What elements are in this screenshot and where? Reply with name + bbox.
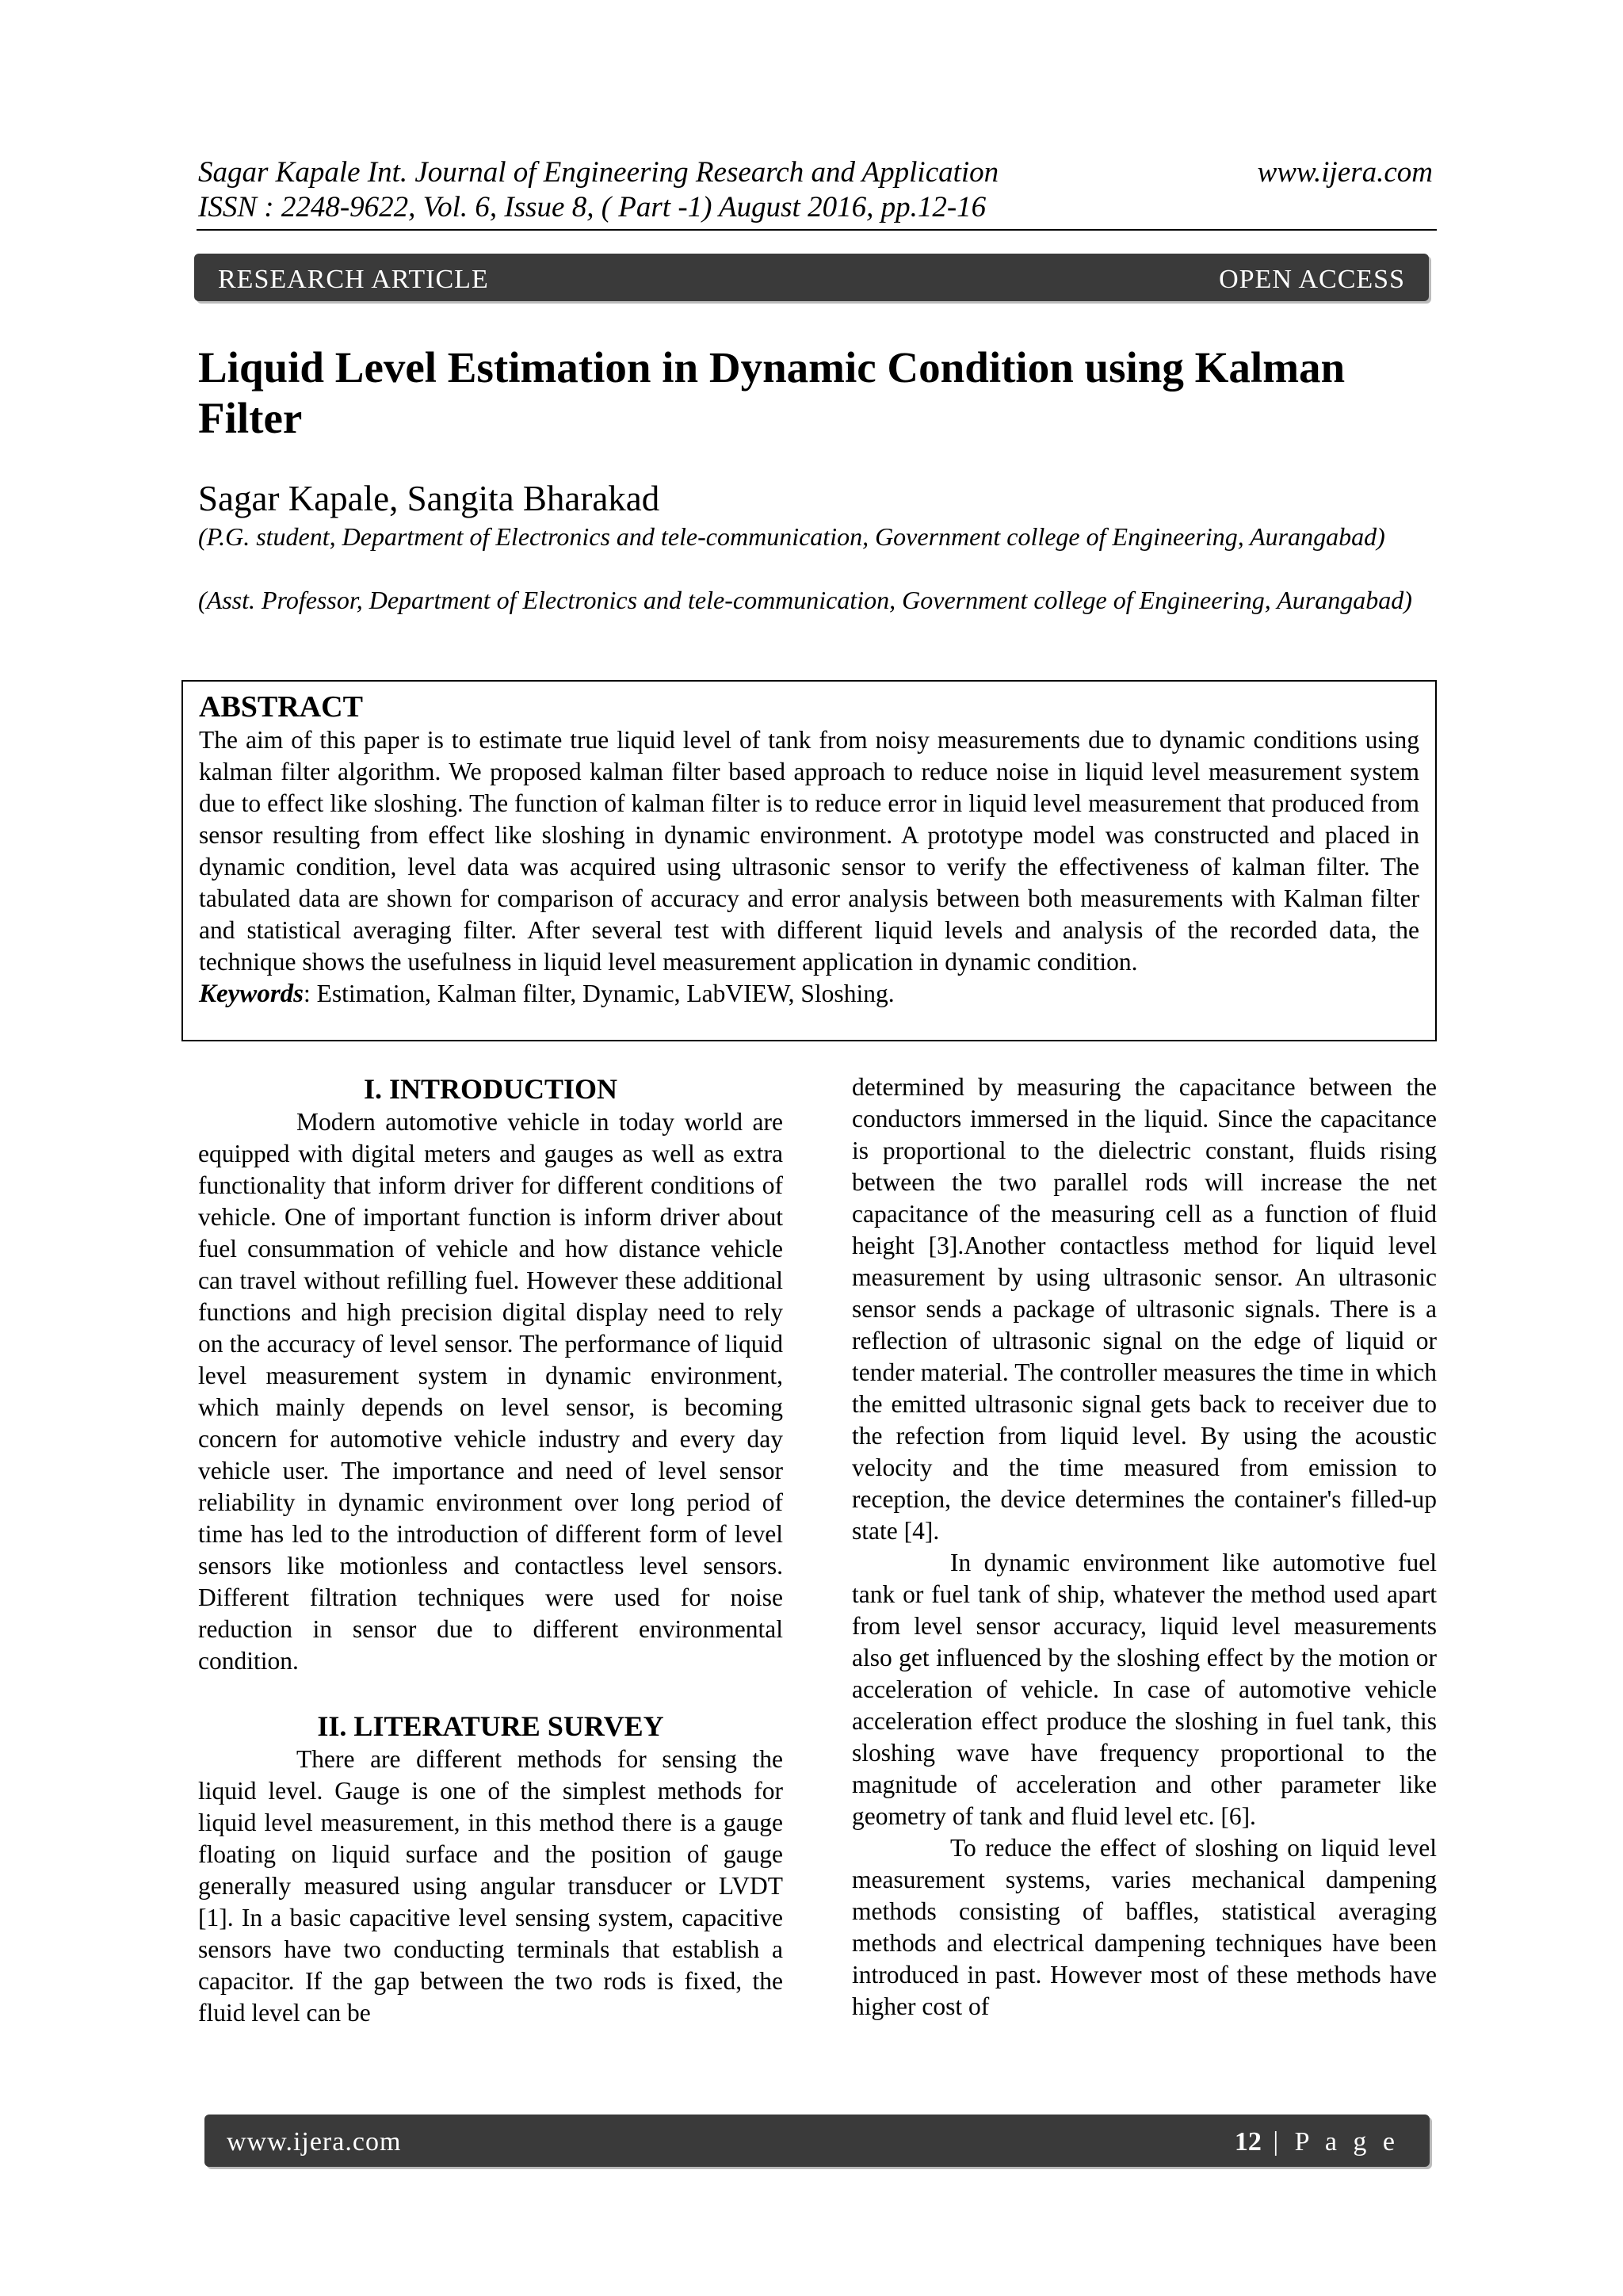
header-website: www.ijera.com [1257, 156, 1433, 189]
abstract-text: The aim of this paper is to estimate true liquid level of tank from noisy measurements due to dynamic conditions using kalman filter algorithm. We proposed kalman filter based approach to reduce noise in liquid level measurement system due to effect like sloshing. The function of kalman filter is to reduce error in liquid level measurement that produced from sensor resulting from effect like sloshing in dynamic environment. A prototype model was constructed and placed in dynamic condition, level data was acquired using ultrasonic sensor to verify the effectiveness of kalman filter. The tabulated data are shown for comparison of accuracy and error analysis between both measurements with Kalman filter and statistical averaging filter. After several test with different liquid levels and analysis of the recorded data, the technique shows the usefulness in liquid level measurement application in dynamic condition. [199, 726, 1419, 976]
page-label: | P a g e [1261, 2127, 1400, 2157]
article-type-banner [194, 254, 1429, 301]
keywords [199, 978, 1419, 1010]
left-column [198, 1072, 783, 2029]
journal-citation-line1: Sagar Kapale Int. Journal of Engineering Research and Application [198, 156, 999, 189]
abstract-box [181, 680, 1437, 1041]
footer-bar [204, 2115, 1430, 2167]
page-indicator [1235, 2127, 1400, 2157]
journal-citation-line2: ISSN : 2248-9622, Vol. 6, Issue 8, ( Part -1) August 2016, pp.12-16 [198, 191, 987, 223]
paper-title [198, 342, 1403, 444]
abstract-heading: ABSTRACT [199, 690, 363, 724]
literature-survey-paragraph: There are different methods for sensing the liquid level. Gauge is one of the simplest methods for liquid level measurement, in this method there is a gauge floating on liquid surface and the position of gauge generally measured using angular transducer or LVDT [1]. In a basic capacitive level sensing system, capacitive sensors have two conducting terminals that establish a capacitor. If the gap between the two rods is fixed, the fluid level can be [198, 1745, 783, 2027]
header-divider [197, 229, 1437, 231]
affiliation-1: (P.G. student, Department of Electronics and tele-communication, Government college of Engineering, Aurangabad) [198, 522, 1385, 551]
open-access-label: OPEN ACCESS [1219, 265, 1405, 294]
keywords-list: : Estimation, Kalman filter, Dynamic, LabVIEW, Sloshing. [304, 980, 895, 1007]
introduction-heading: I. INTRODUCTION [363, 1073, 618, 1105]
introduction-paragraph: Modern automotive vehicle in today world are equipped with digital meters and gauges as well as extra functionality that inform driver for different conditions of vehicle. One of important function is inform driver about fuel consummation of vehicle and how distance vehicle can travel without refilling fuel. However these additional functions and high precision digital display need to rely on the accuracy of level sensor. The performance of liquid level measurement system in dynamic environment, which mainly depends on level sensor, is becoming concern for automotive vehicle industry and every day vehicle user. The importance and need of level sensor reliability in dynamic environment over long period of time has led to the introduction of different form of level sensors like motionless and contactless level sensors. Different filtration techniques were used for noise reduction in sensor due to different environmental condition. [198, 1108, 783, 1675]
keywords-label: Keywords [199, 980, 304, 1008]
page-number: 12 [1234, 2127, 1262, 2157]
right-column [852, 1072, 1437, 2023]
literature-survey-heading: II. LITERATURE SURVEY [317, 1710, 664, 1742]
affiliation-2: (Asst. Professor, Department of Electronics and tele-communication, Government college of Engineering, Aurangabad) [198, 586, 1412, 614]
right-paragraph-3: To reduce the effect of sloshing on liquid level measurement systems, varies mechanical dampening methods consisting of baffles, statistical averaging methods and electrical dampening techniques have been introduced in past. However most of these methods have higher cost of [852, 1834, 1437, 2020]
right-paragraph-1: determined by measuring the capacitance between the conductors immersed in the liquid. Since the capacitance is proportional to the dielectric constant, fluids rising between the two parallel rods will increase the net capacitance of the measuring cell as a function of fluid height [3].Another contactless method for liquid level measurement by using ultrasonic sensor. An ultrasonic sensor sends a package of ultrasonic signals. There is a reflection of ultrasonic signal on the edge of liquid or tender material. The controller measures the time in which the emitted ultrasonic signal gets back to receiver due to the refection from liquid level. By using the acoustic velocity and the time measured from emission to reception, the device determines the container's filled-up state [4]. [852, 1073, 1437, 1545]
research-article-label: RESEARCH ARTICLE [218, 265, 489, 294]
paper-title-line1: Liquid Level Estimation in Dynamic Condition using Kalman [198, 343, 1346, 392]
footer-website: www.ijera.com [227, 2127, 402, 2157]
paper-title-line2: Filter [198, 394, 303, 442]
authors: Sagar Kapale, Sangita Bharakad [198, 479, 660, 518]
right-paragraph-2: In dynamic environment like automotive fuel tank or fuel tank of ship, whatever the method used apart from level sensor accuracy, liquid level measurements also get influenced by the sloshing effect by the motion or acceleration of vehicle. In case of automotive vehicle acceleration effect produce the sloshing in fuel tank, this sloshing wave have frequency proportional to the magnitude of acceleration and other parameter like geometry of tank and fluid level etc. [6]. [852, 1549, 1437, 1830]
